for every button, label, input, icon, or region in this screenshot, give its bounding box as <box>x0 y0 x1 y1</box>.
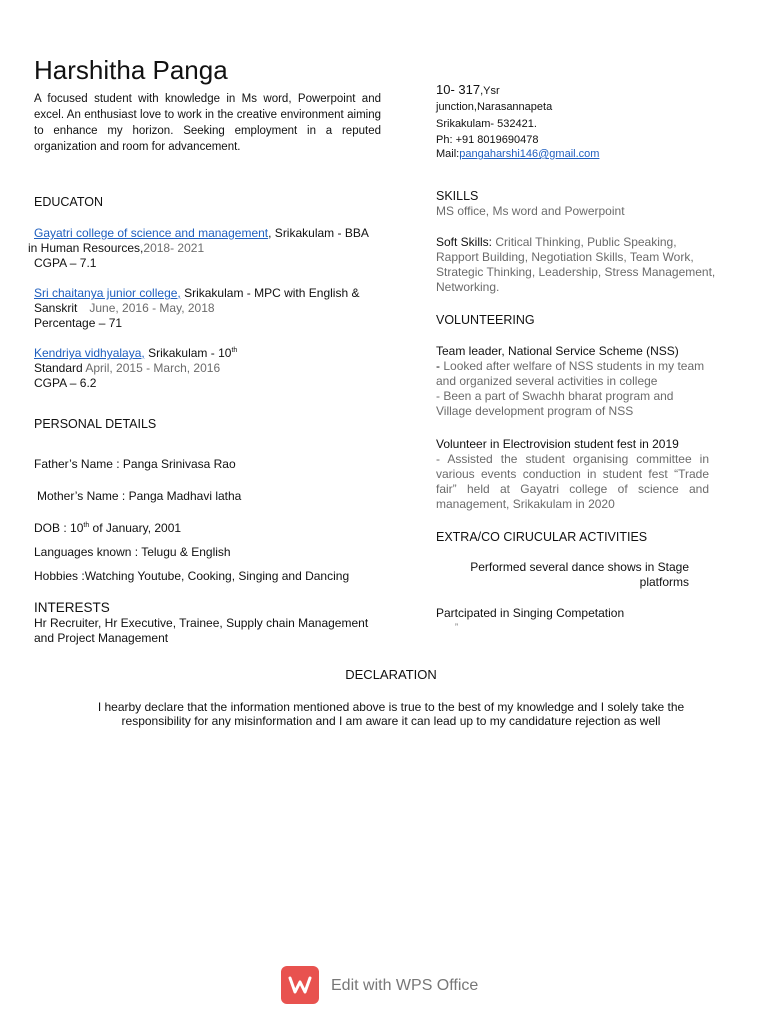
extra-heading: EXTRA/CO CIRUCULAR ACTIVITIES <box>436 530 648 544</box>
skills-heading: SKILLS <box>436 189 479 203</box>
candidate-name: Harshitha Panga <box>34 55 228 85</box>
address-line3: Srikakulam- 532421. <box>436 118 537 130</box>
school-3-location: Srikakulam - 10 <box>144 346 232 360</box>
soft-skills-label: Soft Skills: <box>436 235 496 249</box>
interests-heading: INTERESTS <box>34 600 110 615</box>
school-3-sup: th <box>231 347 238 354</box>
mother-label: Mother’s Name : <box>37 489 129 503</box>
school-2-location: Srikakulam - MPC with English & <box>180 286 360 300</box>
wps-edit-label: Edit with WPS Office <box>331 976 479 994</box>
school-1-score: CGPA – 7.1 <box>34 256 97 270</box>
dob <box>34 521 181 536</box>
extra-item-1 <box>436 560 689 590</box>
skills-text: MS office, Ms word and Powerpoint <box>436 204 625 218</box>
soft-skills-line2: Rapport Building, Negotiation Skills, Team Work, <box>436 250 694 264</box>
role-1-details <box>436 359 726 419</box>
mother-name <box>37 489 241 504</box>
declaration-line1: I hearby declare that the information mentioned above is true to the best of my knowledge and I solely take the <box>97 700 685 714</box>
declaration-heading: DECLARATION <box>345 667 437 682</box>
dob-label: DOB : <box>34 521 71 535</box>
role-1-dash: - <box>436 359 444 373</box>
role-2-title: Volunteer in Electrovision student fest in 2019 <box>436 437 679 451</box>
school-3-dates: April, 2015 - March, 2016 <box>82 361 221 375</box>
personal-heading: PERSONAL DETAILS <box>34 417 157 431</box>
education-item-3 <box>34 346 404 391</box>
education-item-1 <box>28 226 398 271</box>
stray-mark: ” <box>455 622 458 632</box>
school-2-dates: June, 2016 - May, 2018 <box>89 301 215 315</box>
role-2-details: - Assisted the student organising committee in various events conduction in student fest “Trade fair” held at Gayatri college of science and management, Srikakulam in 2020 <box>436 452 709 511</box>
school-3-line2: Standard <box>34 361 83 375</box>
hobbies-value: Watching Youtube, Cooking, Singing and Dancing <box>84 569 350 583</box>
address-line2: junction,Narasannapeta <box>436 101 553 113</box>
languages <box>34 545 231 560</box>
father-label: Father’s Name : <box>34 457 123 471</box>
mail-label: Mail: <box>436 148 460 160</box>
wps-logo-icon <box>281 966 319 1004</box>
volunteering-heading: VOLUNTEERING <box>436 313 535 327</box>
languages-label: Languages known : <box>34 545 142 559</box>
role-1-title: Team leader, National Service Scheme (NSS) <box>436 344 679 358</box>
interests-line1: Hr Recruiter, Hr Executive, Trainee, Supply chain Management <box>34 616 369 630</box>
email-link[interactable]: pangaharshi146@gmail.com <box>459 148 600 160</box>
interests-line2: and Project Management <box>34 631 169 645</box>
hobbies-label: Hobbies : <box>34 569 85 583</box>
dob-rest: of January, 2001 <box>89 521 182 535</box>
role-1-line3: - Been a part of Swachh bharat program and <box>436 389 674 403</box>
phone: Ph: +91 8019690478 <box>436 134 539 146</box>
school-link-3[interactable]: Kendriya vidhyalaya, <box>34 346 145 360</box>
school-link-2[interactable]: Sri chaitanya junior college, <box>34 286 181 300</box>
father-name <box>34 457 236 472</box>
education-heading: EDUCATON <box>34 195 103 209</box>
education-item-2 <box>34 286 404 331</box>
languages-value: Telugu & English <box>141 545 231 559</box>
soft-skills <box>436 235 736 295</box>
dob-day: 10 <box>70 521 84 535</box>
summary: A focused student with knowledge in Ms word, Powerpoint and excel. An enthusiast love to work in the creative environment aiming to enhance my horizon. Seeking employment in a reputed organization and room for advancement. <box>34 93 381 153</box>
school-2-line2: Sanskrit <box>34 301 78 315</box>
wps-edit-badge[interactable] <box>281 965 501 1005</box>
hobbies <box>34 569 349 584</box>
school-link-1[interactable]: Gayatri college of science and management <box>34 226 269 240</box>
school-1-dates: 2018- 2021 <box>143 241 205 255</box>
dob-sup: th <box>83 522 90 529</box>
soft-skills-line4: Networking. <box>436 280 500 294</box>
extra-item-2: Partcipated in Singing Competation <box>436 606 625 620</box>
extra-line1: Performed several dance shows in Stage <box>470 560 689 574</box>
role-1-line4: Village development program of NSS <box>436 404 634 418</box>
school-1-line2: in Human Resources, <box>28 241 144 255</box>
extra-line2: platforms <box>639 575 689 589</box>
address-street: ,Ysr <box>480 85 500 97</box>
father-value: Panga Srinivasa Rao <box>122 457 236 471</box>
soft-skills-line1: Critical Thinking, Public Speaking, <box>495 235 677 249</box>
declaration-line2: responsibility for any misinformation and I am aware it can lead up to my candidature rejection as well <box>121 714 661 728</box>
address-number: 10- 317 <box>436 82 481 97</box>
mother-value: Panga Madhavi latha <box>128 489 242 503</box>
soft-skills-line3: Strategic Thinking, Leadership, Stress Management, <box>436 265 716 279</box>
mail-line <box>436 147 599 162</box>
school-1-location: , Srikakulam - BBA <box>268 226 369 240</box>
role-1-line2: and organized several activities in college <box>436 374 658 388</box>
address-line1 <box>436 82 500 99</box>
role-1-line1: Looked after welfare of NSS students in my team <box>443 359 705 373</box>
school-3-score: CGPA – 6.2 <box>34 376 97 390</box>
school-2-score: Percentage – 71 <box>34 316 123 330</box>
